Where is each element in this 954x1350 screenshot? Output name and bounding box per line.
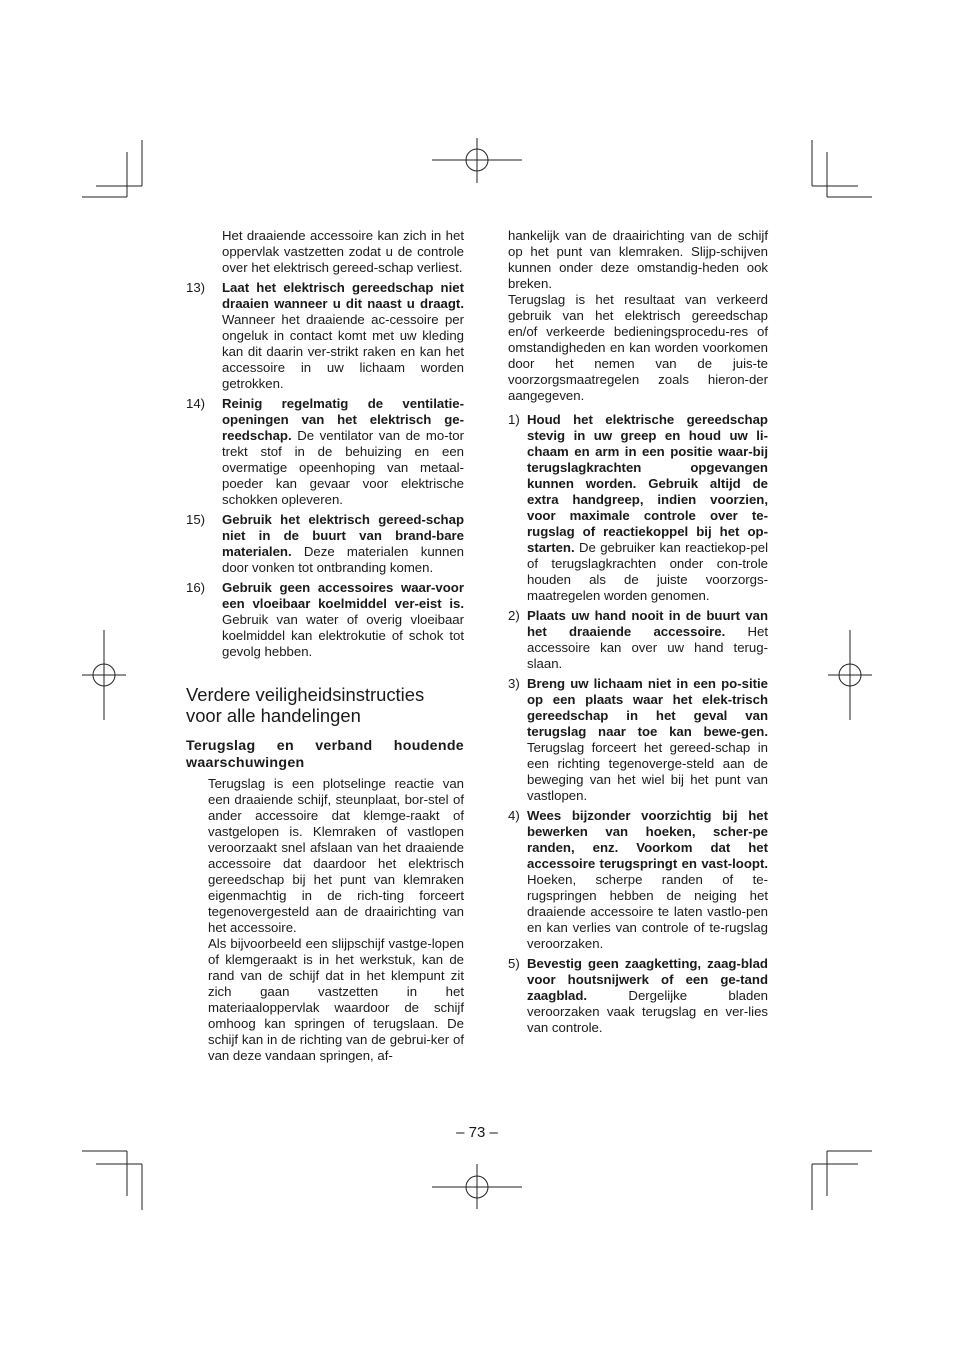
item-body: Terugslag forceert het gereed-schap in een richting tegenoverge-steld aan de beweging van het wiel bij het punt van vastlopen.: [527, 740, 768, 803]
item-number: 15): [186, 512, 206, 527]
intro-paragraph: Het draaiende accessoire kan zich in het oppervlak vastzetten zodat u de controle over het elektrisch gereed-schap verliest.: [222, 228, 464, 275]
item-number: 4): [508, 808, 520, 823]
item-text: [222, 280, 464, 392]
item-text: [527, 412, 768, 604]
item-body: De gebruiker kan reactiekop-pel of terugslagkrachten onder con-trole houden als de juiste voorzorgs-maatregelen worden genomen.: [527, 540, 768, 603]
list-item: [508, 676, 768, 804]
item-text: [527, 608, 768, 672]
item-body: Wanneer het draaiende ac-cessoire per ongeluk in contact komt met uw kleding kan dit daarin ver-strikt raken en kan het accessoire in uw lichaam worden getrokken.: [222, 312, 464, 391]
item-number: 13): [186, 280, 206, 295]
list-item: [186, 512, 464, 576]
list-item: [186, 280, 464, 392]
list-item: [186, 396, 464, 508]
page-number: – 73 –: [456, 1124, 498, 1141]
item-number: 1): [508, 412, 520, 427]
item-number: 3): [508, 676, 520, 691]
item-bold: Gebruik het elektrisch gereed-schap niet in de buurt van brand-bare materialen.: [222, 512, 464, 559]
item-text: [527, 956, 768, 1036]
list-item: [508, 956, 768, 1036]
item-bold: Laat het elektrisch gereedschap niet draaien wanneer u dit naast u draagt.: [222, 280, 464, 311]
item-bold: Wees bijzonder voorzichtig bij het bewerken van hoeken, scher-pe randen, enz. Voorkom dat het accessoire terugspringt en vast-loopt.: [527, 808, 768, 871]
item-body: De ventilator van de mo-tor trekt stof in de behuizing en een overmatige opeenhoping van metaal-poeder kan gevaar voor elektrische schokken opleveren.: [222, 428, 464, 507]
item-number: 16): [186, 580, 206, 595]
list-item: [508, 608, 768, 672]
item-text: [222, 512, 464, 576]
item-text: [527, 676, 768, 804]
item-body: Deze materialen kunnen door vonken tot ontbranding komen.: [222, 544, 464, 575]
item-number: 2): [508, 608, 520, 623]
list-item: [508, 808, 768, 952]
list-item: [186, 580, 464, 660]
left-column: [186, 228, 464, 1064]
item-number: 14): [186, 396, 206, 411]
body-paragraph: Terugslag is het resultaat van verkeerd gebruik van het elektrisch gereedschap en/of verkeerde bedieningsprocedu-res of omstandigheden en kan worden voorkomen door het nemen van de juis-te voorzorgsmaatregelen zoals hieron-der aangegeven.: [508, 292, 768, 403]
item-bold: Breng uw lichaam niet in een po-sitie op een plaats waar het elek-trisch gereedschap in het geval van terugslag naar toe kan bewe-gen.: [527, 676, 768, 739]
section-heading: Verdere veiligheidsinstructies voor alle handelingen: [186, 684, 425, 726]
item-text: [527, 808, 768, 952]
item-bold: Plaats uw hand nooit in de buurt van het draaiende accessoire.: [527, 608, 768, 639]
item-bold: Houd het elektrische gereedschap stevig in uw greep en houd uw li-chaam en arm in een positie waar-bij terugslagkrachten opgevangen kunnen worden. Gebruik altijd de extra handgreep, indien voorzien, voor maximale controle over te-rugslag of reactiekoppel bij het op-starten.: [527, 412, 768, 555]
item-bold: Reinig regelmatig de ventilatie-openingen van het elektrisch ge-reedschap.: [222, 396, 464, 443]
body-paragraph: Als bijvoorbeeld een slijpschijf vastge-lopen of klemgeraakt is in het werkstuk, kan de rand van de schijf dat in het klempunt zit zich gaan vastzetten in het materiaaloppervlak waardoor de schijf omhoog kan springen of terugslaan. De schijf kan in de richting van de gebrui-ker of van deze vandaan springen, af-: [208, 936, 464, 1063]
body-paragraph: Terugslag is een plotselinge reactie van een draaiende schijf, steunplaat, bor-stel of ander accessoire dat klemge-raakt of vastgelopen is. Klemraken of vastlopen veroorzaakt snel afslaan van het draaiende accessoire dat daardoor het elektrisch gereedschap bij het punt van klemraken eigenmachtig in de rich-ting forceert tegenovergesteld aan de draairichting van het accessoire.: [208, 776, 464, 935]
subsection-heading: Terugslag en verband houdende waarschuwingen: [186, 738, 464, 771]
item-text: [222, 580, 464, 660]
item-body: Hoeken, scherpe randen of te-rugspringen hebben de neiging het draaiende accessoire te laten vastlo-pen en kan verlies van controle of te-rugslag veroorzaken.: [527, 872, 768, 951]
item-body: Het accessoire kan over uw hand terug-slaan.: [527, 624, 768, 671]
right-column: [508, 228, 768, 1036]
item-body: Dergelijke bladen veroorzaken vaak terugslag en ver-lies van controle.: [527, 988, 768, 1035]
item-number: 5): [508, 956, 520, 971]
item-bold: Gebruik geen accessoires waar-voor een vloeibaar koelmiddel ver-eist is.: [222, 580, 464, 611]
list-item: [508, 412, 768, 604]
item-bold: Bevestig geen zaagketting, zaag-blad voor houtsnijwerk of een ge-tand zaagblad.: [527, 956, 768, 1003]
body-paragraph: hankelijk van de draairichting van de schijf op het punt van klemraken. Slijp-schijven kunnen onder deze omstandig-heden ook breken.: [508, 228, 768, 291]
item-body: Gebruik van water of overig vloeibaar koelmiddel kan elektrokutie of schok tot gevolg hebben.: [222, 612, 464, 659]
item-text: [222, 396, 464, 508]
